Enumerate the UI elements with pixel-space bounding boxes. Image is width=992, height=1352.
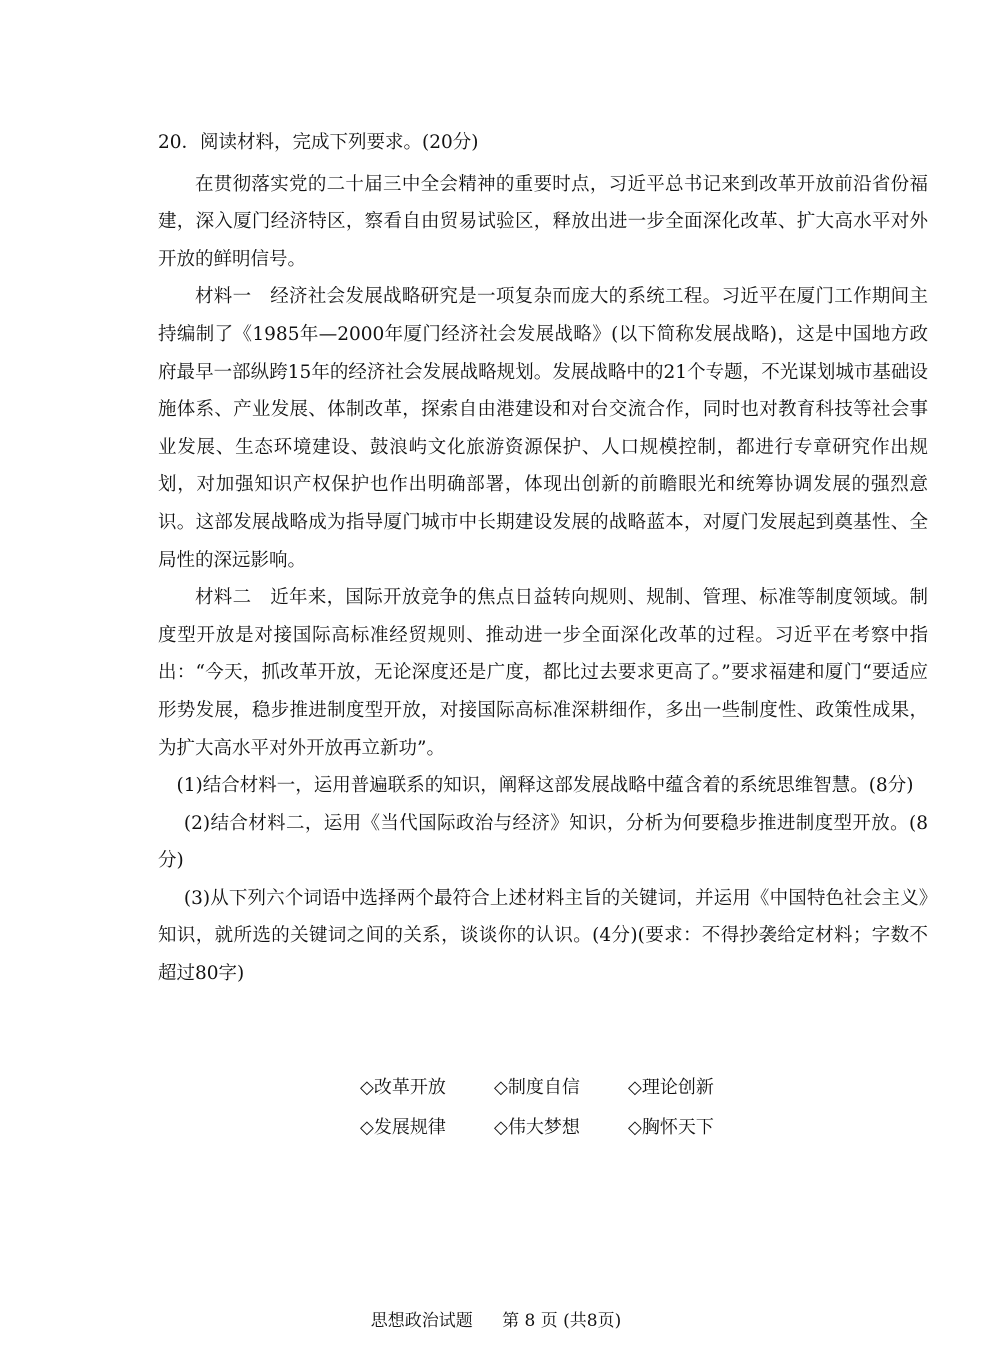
question-block xyxy=(158,124,928,993)
keyword-row-1 xyxy=(360,1066,780,1106)
keyword-option: ◇胸怀天下 xyxy=(628,1117,714,1138)
sub-question-1: (1)结合材料一，运用普遍联系的知识，阐释这部发展战略中蕴含着的系统思维智慧。(8分) xyxy=(176,775,914,797)
keyword-option: ◇改革开放 xyxy=(360,1077,446,1098)
sub-question-3: (3)从下列六个词语中选择两个最符合上述材料主旨的关键词，并运用《中国特色社会主义》知识，就所选的关键词之间的关系，谈谈你的认识。(4分)(要求：不得抄袭给定材料；字数不超过80字) xyxy=(158,887,928,985)
footer-subject: 思想政治试题 xyxy=(370,1311,473,1331)
footer-page-number: 第 8 页 (共8页) xyxy=(502,1311,622,1331)
question-title: 20．阅读材料，完成下列要求。(20分) xyxy=(158,132,479,153)
keyword-option: ◇理论创新 xyxy=(628,1077,714,1098)
page-footer xyxy=(0,1306,992,1331)
keyword-row-2 xyxy=(360,1106,780,1146)
sub-question-2: (2)结合材料二，运用《当代国际政治与经济》知识，分析为何要稳步推进制度型开放。(8分) xyxy=(158,812,928,872)
keyword-options xyxy=(360,1066,780,1146)
material-two: 材料二 近年来，国际开放竞争的焦点日益转向规则、规制、管理、标准等制度领域。制度型开放是对接国际高标准经贸规则、推动进一步全面深化改革的过程。习近平在考察中指出：“今天，抓改革开放，无论深度还是广度，都比过去要求更高了。”要求福建和厦门“要适应形势发展，稳步推进制度型开放，对接国际高标准深耕细作，多出一些制度性、政策性成果，为扩大高水平对外开放再立新功”。 xyxy=(158,587,928,759)
material-one: 材料一 经济社会发展战略研究是一项复杂而庞大的系统工程。习近平在厦门工作期间主持编制了《1985年—2000年厦门经济社会发展战略》(以下简称发展战略)，这是中国地方政府最早一部纵跨15年的经济社会发展战略规划。发展战略中的21个专题，不光谋划城市基础设施体系、产业发展、体制改革，探索自由港建设和对台交流合作，同时也对教育科技等社会事业发展、生态环境建设、鼓浪屿文化旅游资源保护、人口规模控制，都进行专章研究作出规划，对加强知识产权保护也作出明确部署，体现出创新的前瞻眼光和统筹协调发展的强烈意识。这部发展战略成为指导厦门城市中长期建设发展的战略蓝本，对厦门发展起到奠基性、全局性的深远影响。 xyxy=(158,286,928,571)
keyword-option: ◇伟大梦想 xyxy=(494,1117,580,1138)
keyword-option: ◇发展规律 xyxy=(360,1117,446,1138)
keyword-option: ◇制度自信 xyxy=(494,1077,580,1098)
question-intro: 在贯彻落实党的二十届三中全会精神的重要时点，习近平总书记来到改革开放前沿省份福建，深入厦门经济特区，察看自由贸易试验区，释放出进一步全面深化改革、扩大高水平对外开放的鲜明信号。 xyxy=(158,173,928,270)
